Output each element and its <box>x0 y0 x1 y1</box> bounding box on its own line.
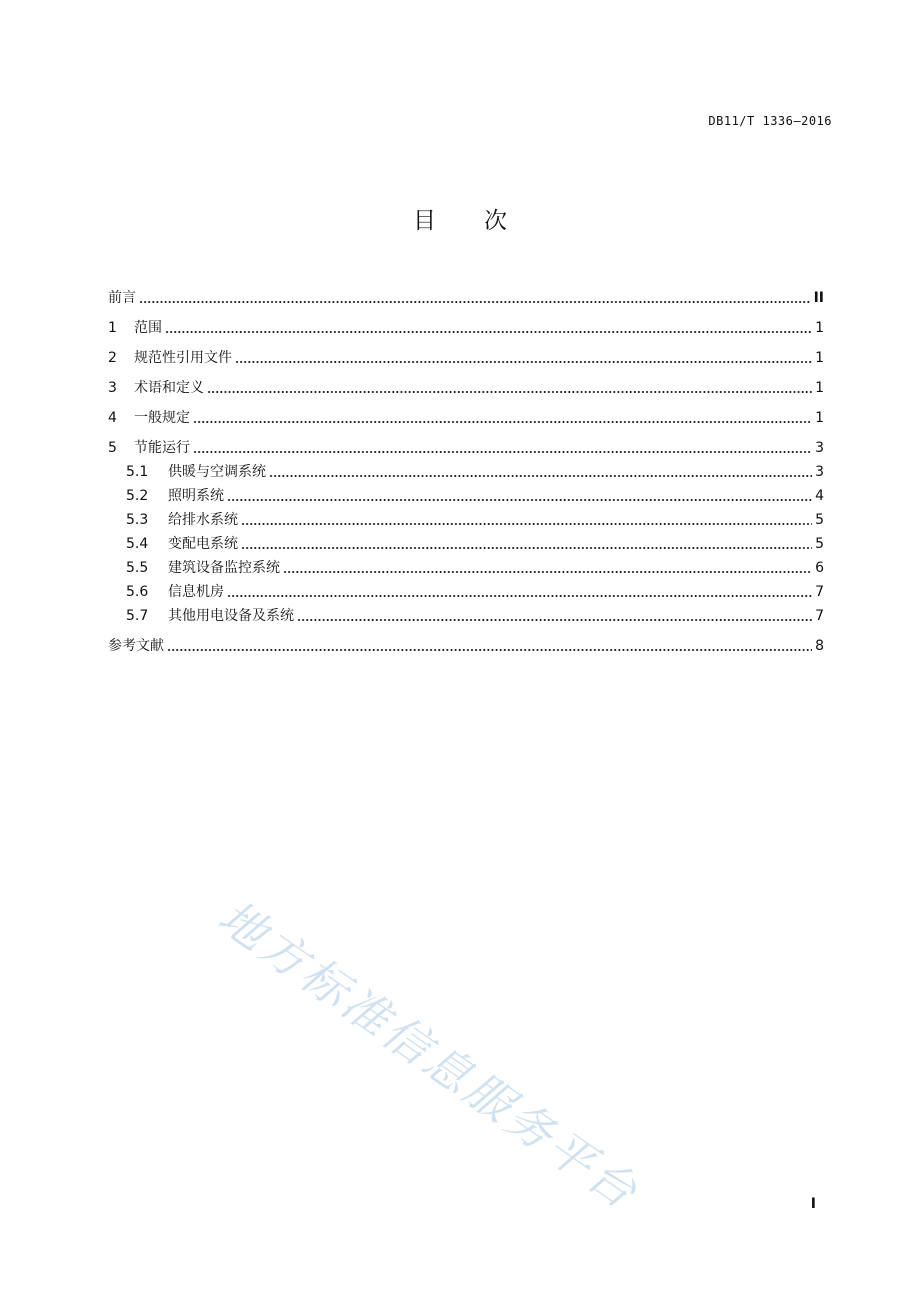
dot-leader <box>227 499 812 501</box>
toc-entry[interactable] <box>108 602 824 626</box>
toc-entry-label: 节能运行 <box>134 440 190 456</box>
table-of-contents <box>108 278 824 656</box>
toc-entry[interactable] <box>108 458 824 482</box>
toc-entry-number: 5.7 <box>126 608 149 624</box>
dot-leader <box>139 301 811 303</box>
toc-entry-label: 供暖与空调系统 <box>168 464 266 480</box>
toc-entry[interactable] <box>108 368 824 398</box>
toc-entry-number: 5.2 <box>126 488 149 504</box>
toc-entry[interactable] <box>108 578 824 602</box>
toc-entry-number: 5 <box>108 440 117 456</box>
toc-entry-page: 3 <box>815 440 824 456</box>
toc-entry[interactable] <box>108 626 824 656</box>
toc-entry-number: 5.4 <box>126 536 149 552</box>
toc-entry[interactable] <box>108 428 824 458</box>
toc-entry-number: 5.6 <box>126 584 149 600</box>
toc-entry-label: 照明系统 <box>168 488 224 504</box>
toc-entry-page: 1 <box>815 410 824 426</box>
dot-leader <box>193 421 812 423</box>
dot-leader <box>269 475 812 477</box>
dot-leader <box>235 361 812 363</box>
toc-entry-page: 5 <box>815 536 824 552</box>
toc-title: 目次 <box>413 208 555 234</box>
toc-entry[interactable] <box>108 308 824 338</box>
toc-entry-label: 术语和定义 <box>134 380 204 396</box>
toc-entry-page: 5 <box>815 512 824 528</box>
toc-entry-number: 5.5 <box>126 560 149 576</box>
toc-entry[interactable] <box>108 506 824 530</box>
toc-entry-page: 7 <box>815 608 824 624</box>
toc-entry-page: 6 <box>815 560 824 576</box>
toc-entry[interactable] <box>108 398 824 428</box>
toc-entry-number: 5.1 <box>126 464 149 480</box>
dot-leader <box>241 547 812 549</box>
dot-leader <box>227 595 812 597</box>
toc-entry[interactable] <box>108 278 824 308</box>
toc-entry[interactable] <box>108 482 824 506</box>
dot-leader <box>167 649 812 651</box>
toc-entry-page: 3 <box>815 464 824 480</box>
toc-entry[interactable] <box>108 530 824 554</box>
standard-code: DB11/T 1336—2016 <box>708 114 832 128</box>
page-number: I <box>810 1196 816 1212</box>
dot-leader <box>297 619 812 621</box>
toc-entry-page: 1 <box>815 380 824 396</box>
toc-entry-page: 1 <box>815 320 824 336</box>
toc-entry-label: 其他用电设备及系统 <box>168 608 294 624</box>
dot-leader <box>207 391 812 393</box>
toc-entry-number: 2 <box>108 350 117 366</box>
toc-entry-number: 4 <box>108 410 117 426</box>
toc-entry-number: 5.3 <box>126 512 149 528</box>
dot-leader <box>241 523 812 525</box>
toc-entry-number: 3 <box>108 380 117 396</box>
toc-entry-label: 一般规定 <box>134 410 190 426</box>
watermark: 地方标准信息服务平台 <box>208 889 650 1221</box>
toc-entry-label: 变配电系统 <box>168 536 238 552</box>
toc-entry[interactable] <box>108 554 824 578</box>
toc-entry-page: 1 <box>815 350 824 366</box>
toc-entry-page: 7 <box>815 584 824 600</box>
toc-entry-label: 规范性引用文件 <box>134 350 232 366</box>
toc-entry-number: 1 <box>108 320 117 336</box>
dot-leader <box>193 451 812 453</box>
toc-entry-label: 前言 <box>108 290 136 306</box>
toc-entry-label: 范围 <box>134 320 162 336</box>
toc-entry-label: 参考文献 <box>108 638 164 654</box>
dot-leader <box>283 571 812 573</box>
toc-entry-label: 建筑设备监控系统 <box>168 560 280 576</box>
toc-entry-label: 给排水系统 <box>168 512 238 528</box>
toc-entry-page: 8 <box>815 638 824 654</box>
toc-entry[interactable] <box>108 338 824 368</box>
toc-entry-page: II <box>813 290 824 306</box>
toc-entry-label: 信息机房 <box>168 584 224 600</box>
dot-leader <box>165 331 812 333</box>
toc-entry-page: 4 <box>815 488 824 504</box>
